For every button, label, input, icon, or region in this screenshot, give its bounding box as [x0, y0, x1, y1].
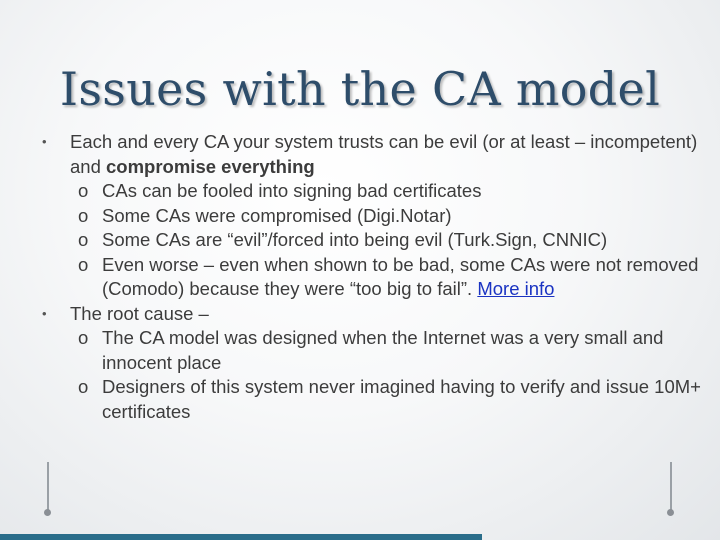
sub-bullet-icon: o — [78, 204, 89, 226]
right-frame-line — [670, 462, 672, 512]
sub-bullet-text: CAs can be fooled into signing bad certificates — [102, 180, 482, 201]
sub-bullet-icon: o — [78, 229, 89, 250]
bullet-item — [22, 130, 702, 179]
sub-bullet-item — [22, 179, 702, 204]
bullet-item — [22, 302, 702, 327]
sub-bullet-item — [22, 375, 702, 424]
bullet-dot-icon: • — [42, 305, 47, 321]
sub-bullet-icon: o — [78, 327, 89, 348]
sub-bullet-item — [22, 253, 702, 302]
bullet-text: The root cause – — [70, 302, 209, 324]
bullet-text-bold: compromise everything — [106, 155, 315, 177]
sub-bullet-item — [22, 326, 702, 375]
sub-bullet-item — [22, 228, 702, 253]
sub-bullet-text: Designers of this system never imagined having to verify and issue 10M+ certificates — [102, 376, 701, 422]
sub-bullet-icon: o — [78, 376, 89, 397]
right-frame-dot-icon — [667, 509, 674, 516]
sub-bullet-text: Some CAs are “evil”/forced into being evil (Turk.Sign, CNNIC) — [102, 229, 608, 250]
sub-bullet-item — [22, 204, 702, 229]
bottom-accent-bar — [0, 534, 482, 540]
sub-bullet-icon: o — [78, 180, 89, 201]
more-info-link[interactable]: More info — [477, 278, 555, 299]
sub-bullet-icon: o — [78, 253, 89, 275]
sub-bullet-text: Some CAs were compromised (Digi.Notar) — [102, 204, 452, 226]
slide-body — [22, 130, 702, 424]
left-frame-dot-icon — [44, 509, 51, 516]
left-frame-line — [47, 462, 49, 512]
sub-bullet-text: Even worse – even when shown to be bad, some CAs were not removed (Comodo) because they were “too big to fail”. — [102, 253, 699, 299]
bullet-dot-icon: • — [42, 134, 47, 149]
slide-title: Issues with the CA model — [59, 62, 661, 116]
sub-bullet-text: The CA model was designed when the Internet was a very small and innocent place — [102, 327, 664, 373]
bullet-text: Each and every CA your system trusts can be evil (or at least – incompetent) and — [70, 131, 698, 177]
